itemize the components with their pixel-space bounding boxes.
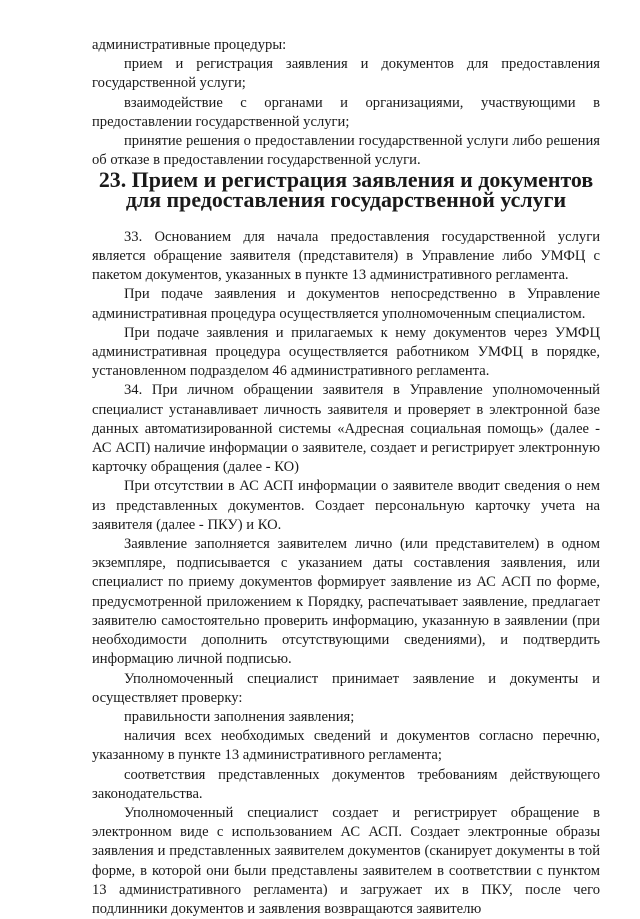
paragraph: Уполномоченный специалист создает и регистрирует обращение в электронном виде с использованием АС АСП. Создает электронные образы заявления и представленных заявителем документов (сканирует документы в той форме, в которой они были представлены заявителем в соответствии с пунктом 13 административного регламента) и загружает их в ПКУ, после чего подлинники документов и заявления возвращаются заявителю [92, 804, 600, 917]
paragraph: При подаче заявления и прилагаемых к нему документов через УМФЦ административная процедура осуществляется работником УМФЦ в порядке, установленном подразделом 46 административного регламента. [92, 324, 600, 380]
section-heading [92, 167, 600, 212]
paragraph: 33. Основанием для начала предоставления государственной услуги является обращение заявителя (представителя) в Управление либо УМФЦ с пакетом документов, указанных в пункте 13 административного регламента. [92, 228, 600, 284]
list-item: правильности заполнения заявления; [124, 708, 355, 725]
blank-line [92, 209, 600, 228]
paragraph: принятие решения о предоставлении государственной услуги либо решения об отказе в предоставлении государственной услуги. [92, 133, 600, 169]
paragraph: 34. При личном обращении заявителя в Управление уполномоченный специалист устанавливает личность заявителя и проверяет в электронной базе данных автоматизированной системы «Адресная социальная помощь» (далее - АС АСП) наличие информации о заявителе, создает и регистрирует электронную карточку обращения (далее - КО) [92, 382, 600, 476]
paragraph: взаимодействие с органами и организациями, участвующими в предоставлении государственной услуги; [92, 94, 600, 130]
paragraph: При отсутствии в АС АСП информации о заявителе вводит сведения о нем из представленных документов. Создает персональную карточку учета на заявителя (далее - ПКУ) и КО. [92, 478, 600, 533]
list-item: наличия всех необходимых сведений и документов согласно перечню, указанному в пункте 13 административного регламента; [92, 728, 600, 764]
paragraph: прием и регистрация заявления и документов для предоставления государственной услуги; [92, 56, 600, 92]
section-heading-line: для предоставления государственной услуги [125, 186, 567, 212]
list-item: соответствия представленных документов требованиям действующего законодательства. [92, 766, 600, 802]
paragraph: административные процедуры: [92, 37, 287, 53]
paragraph: При подаче заявления и документов непосредственно в Управление административная процедура осуществляется уполномоченным специалистом. [92, 286, 600, 322]
paragraph: Заявление заполняется заявителем лично (или представителем) в одном экземпляре, подписывается с указанием даты составления заявления, или специалист по приему документов формирует заявление из АС АСП по форме, предусмотренной приложением к Порядку, распечатывает заявление, предлагает заявителю самостоятельно проверить информацию, указанную в заявлении (при необходимости дополнить отсутствующими сведениями), и подтвердить информацию личной подписью. [92, 536, 600, 668]
section-heading-line: 23. Прием и регистрация заявления и документов [98, 167, 594, 193]
paragraph: Уполномоченный специалист принимает заявление и документы и осуществляет проверку: [92, 670, 600, 706]
